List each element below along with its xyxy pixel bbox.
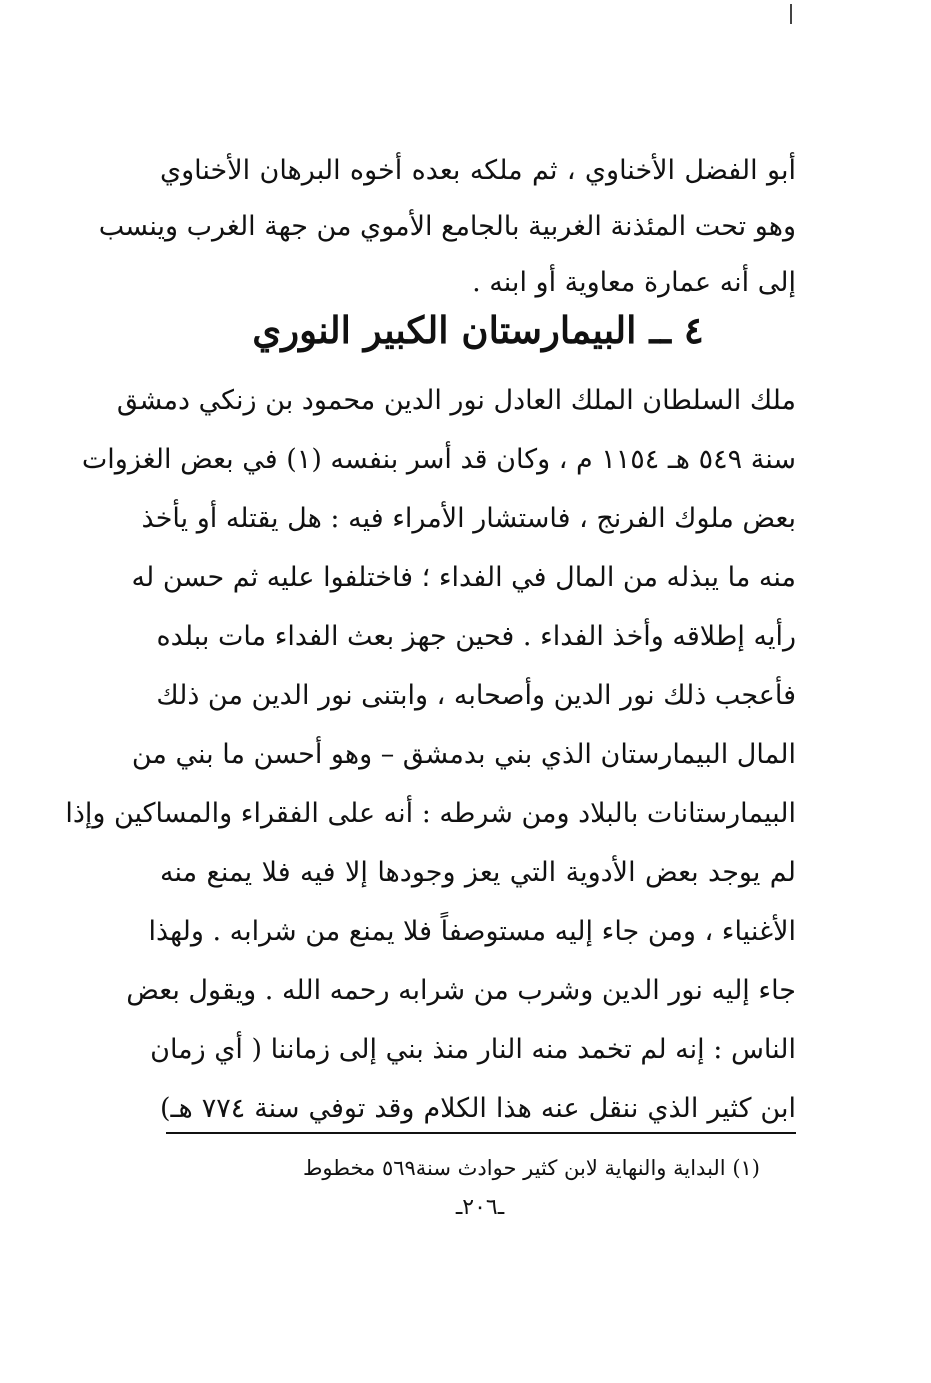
section-heading: ٤ ــ البيمارستان الكبير النوري (252, 308, 704, 352)
page-edge-mark (790, 4, 792, 24)
intro-line: أبو الفضل الأخناوي ، ثم ملكه بعده أخوه البرهان الأخناوي (160, 155, 796, 186)
intro-line: وهو تحت المئذنة الغربية بالجامع الأموي من جهة الغرب وينسب (98, 211, 796, 242)
body-line: جاء إليه نور الدين وشرب من شرابه رحمه الله . ويقول بعض (126, 975, 796, 1006)
body-line: لم يوجد بعض الأدوية التي يعز وجودها إلا فيه فلا يمنع منه (160, 857, 796, 888)
footnote: (١) البداية والنهاية لابن كثير حوادث سنة٥٦٩ مخطوط (302, 1156, 760, 1180)
body-line: الأغنياء ، ومن جاء إليه مستوصفاً فلا يمنع من شرابه . ولهذا (148, 916, 796, 947)
page-number: ـ٢٠٦ـ (455, 1195, 505, 1220)
body-line: رأيه إطلاقه وأخذ الفداء . فحين جهز بعث الفداء مات ببلده (156, 621, 796, 652)
body-line: البيمارستانات بالبلاد ومن شرطه : أنه على الفقراء والمساكين وإذا (65, 798, 796, 829)
body-line: بعض ملوك الفرنج ، فاستشار الأمراء فيه : هل يقتله أو يأخذ (141, 503, 796, 534)
intro-line: إلى أنه عمارة معاوية أو ابنه . (472, 267, 796, 298)
body-line: ابن كثير الذي ننقل عنه هذا الكلام وقد توفي سنة ٧٧٤ هـ) (160, 1093, 796, 1124)
footnote-separator (166, 1132, 796, 1134)
body-line: فأعجب ذلك نور الدين وأصحابه ، وابتنى نور الدين من ذلك (156, 680, 796, 711)
body-line: منه ما يبذله من المال في الفداء ؛ فاختلفوا عليه ثم حسن له (131, 562, 796, 593)
body-line: ملك السلطان الملك العادل نور الدين محمود بن زنكي دمشق (116, 385, 796, 416)
body-line: سنة ٥٤٩ هـ ١١٥٤ م ، وكان قد أسر بنفسه (١) في بعض الغزوات (81, 444, 796, 475)
body-line: المال البيمارستان الذي بني بدمشق – وهو أحسن ما بني من (131, 739, 796, 770)
body-line: الناس : إنه لم تخمد منه النار منذ بني إلى زماننا ( أي زمان (150, 1034, 796, 1065)
